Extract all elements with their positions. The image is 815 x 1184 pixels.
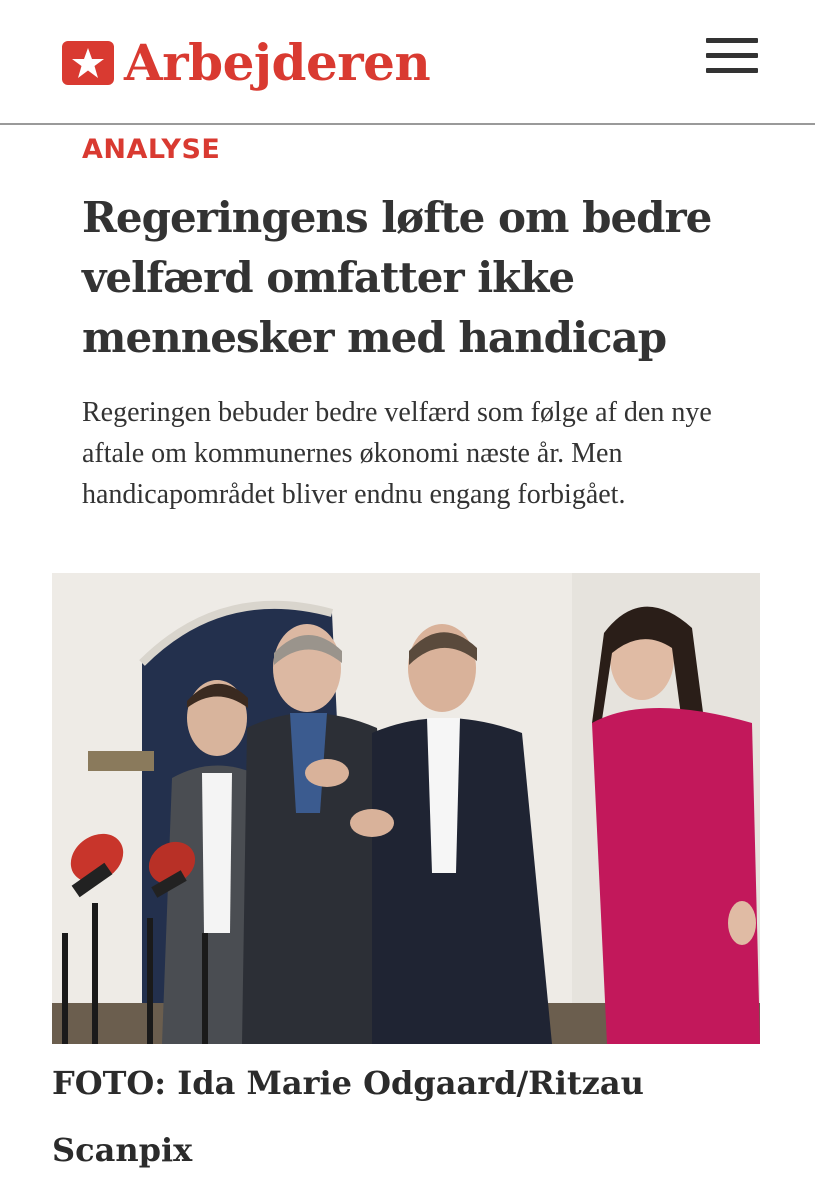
hamburger-menu-icon[interactable] bbox=[706, 38, 758, 74]
article-kicker[interactable]: ANALYSE bbox=[82, 134, 221, 165]
site-header bbox=[0, 0, 815, 125]
star-icon bbox=[62, 41, 114, 85]
article-lead: Regeringen bebuder bedre velfærd som følge af den nye aftale om kommunernes økonomi næste år. Men handicapområdet bliver endnu engang forbigået. bbox=[82, 397, 712, 510]
menu-bar bbox=[706, 53, 758, 58]
article-headline: Regeringens løfte om bedre velfærd omfatter ikke mennesker med handicap bbox=[82, 193, 712, 362]
article-photo bbox=[52, 573, 760, 1044]
menu-bar bbox=[706, 68, 758, 73]
site-name: Arbejderen bbox=[124, 33, 431, 92]
photo-credit: FOTO: Ida Marie Odgaard/Ritzau Scanpix bbox=[52, 1064, 644, 1169]
menu-bar bbox=[706, 38, 758, 43]
site-logo[interactable] bbox=[62, 34, 430, 92]
